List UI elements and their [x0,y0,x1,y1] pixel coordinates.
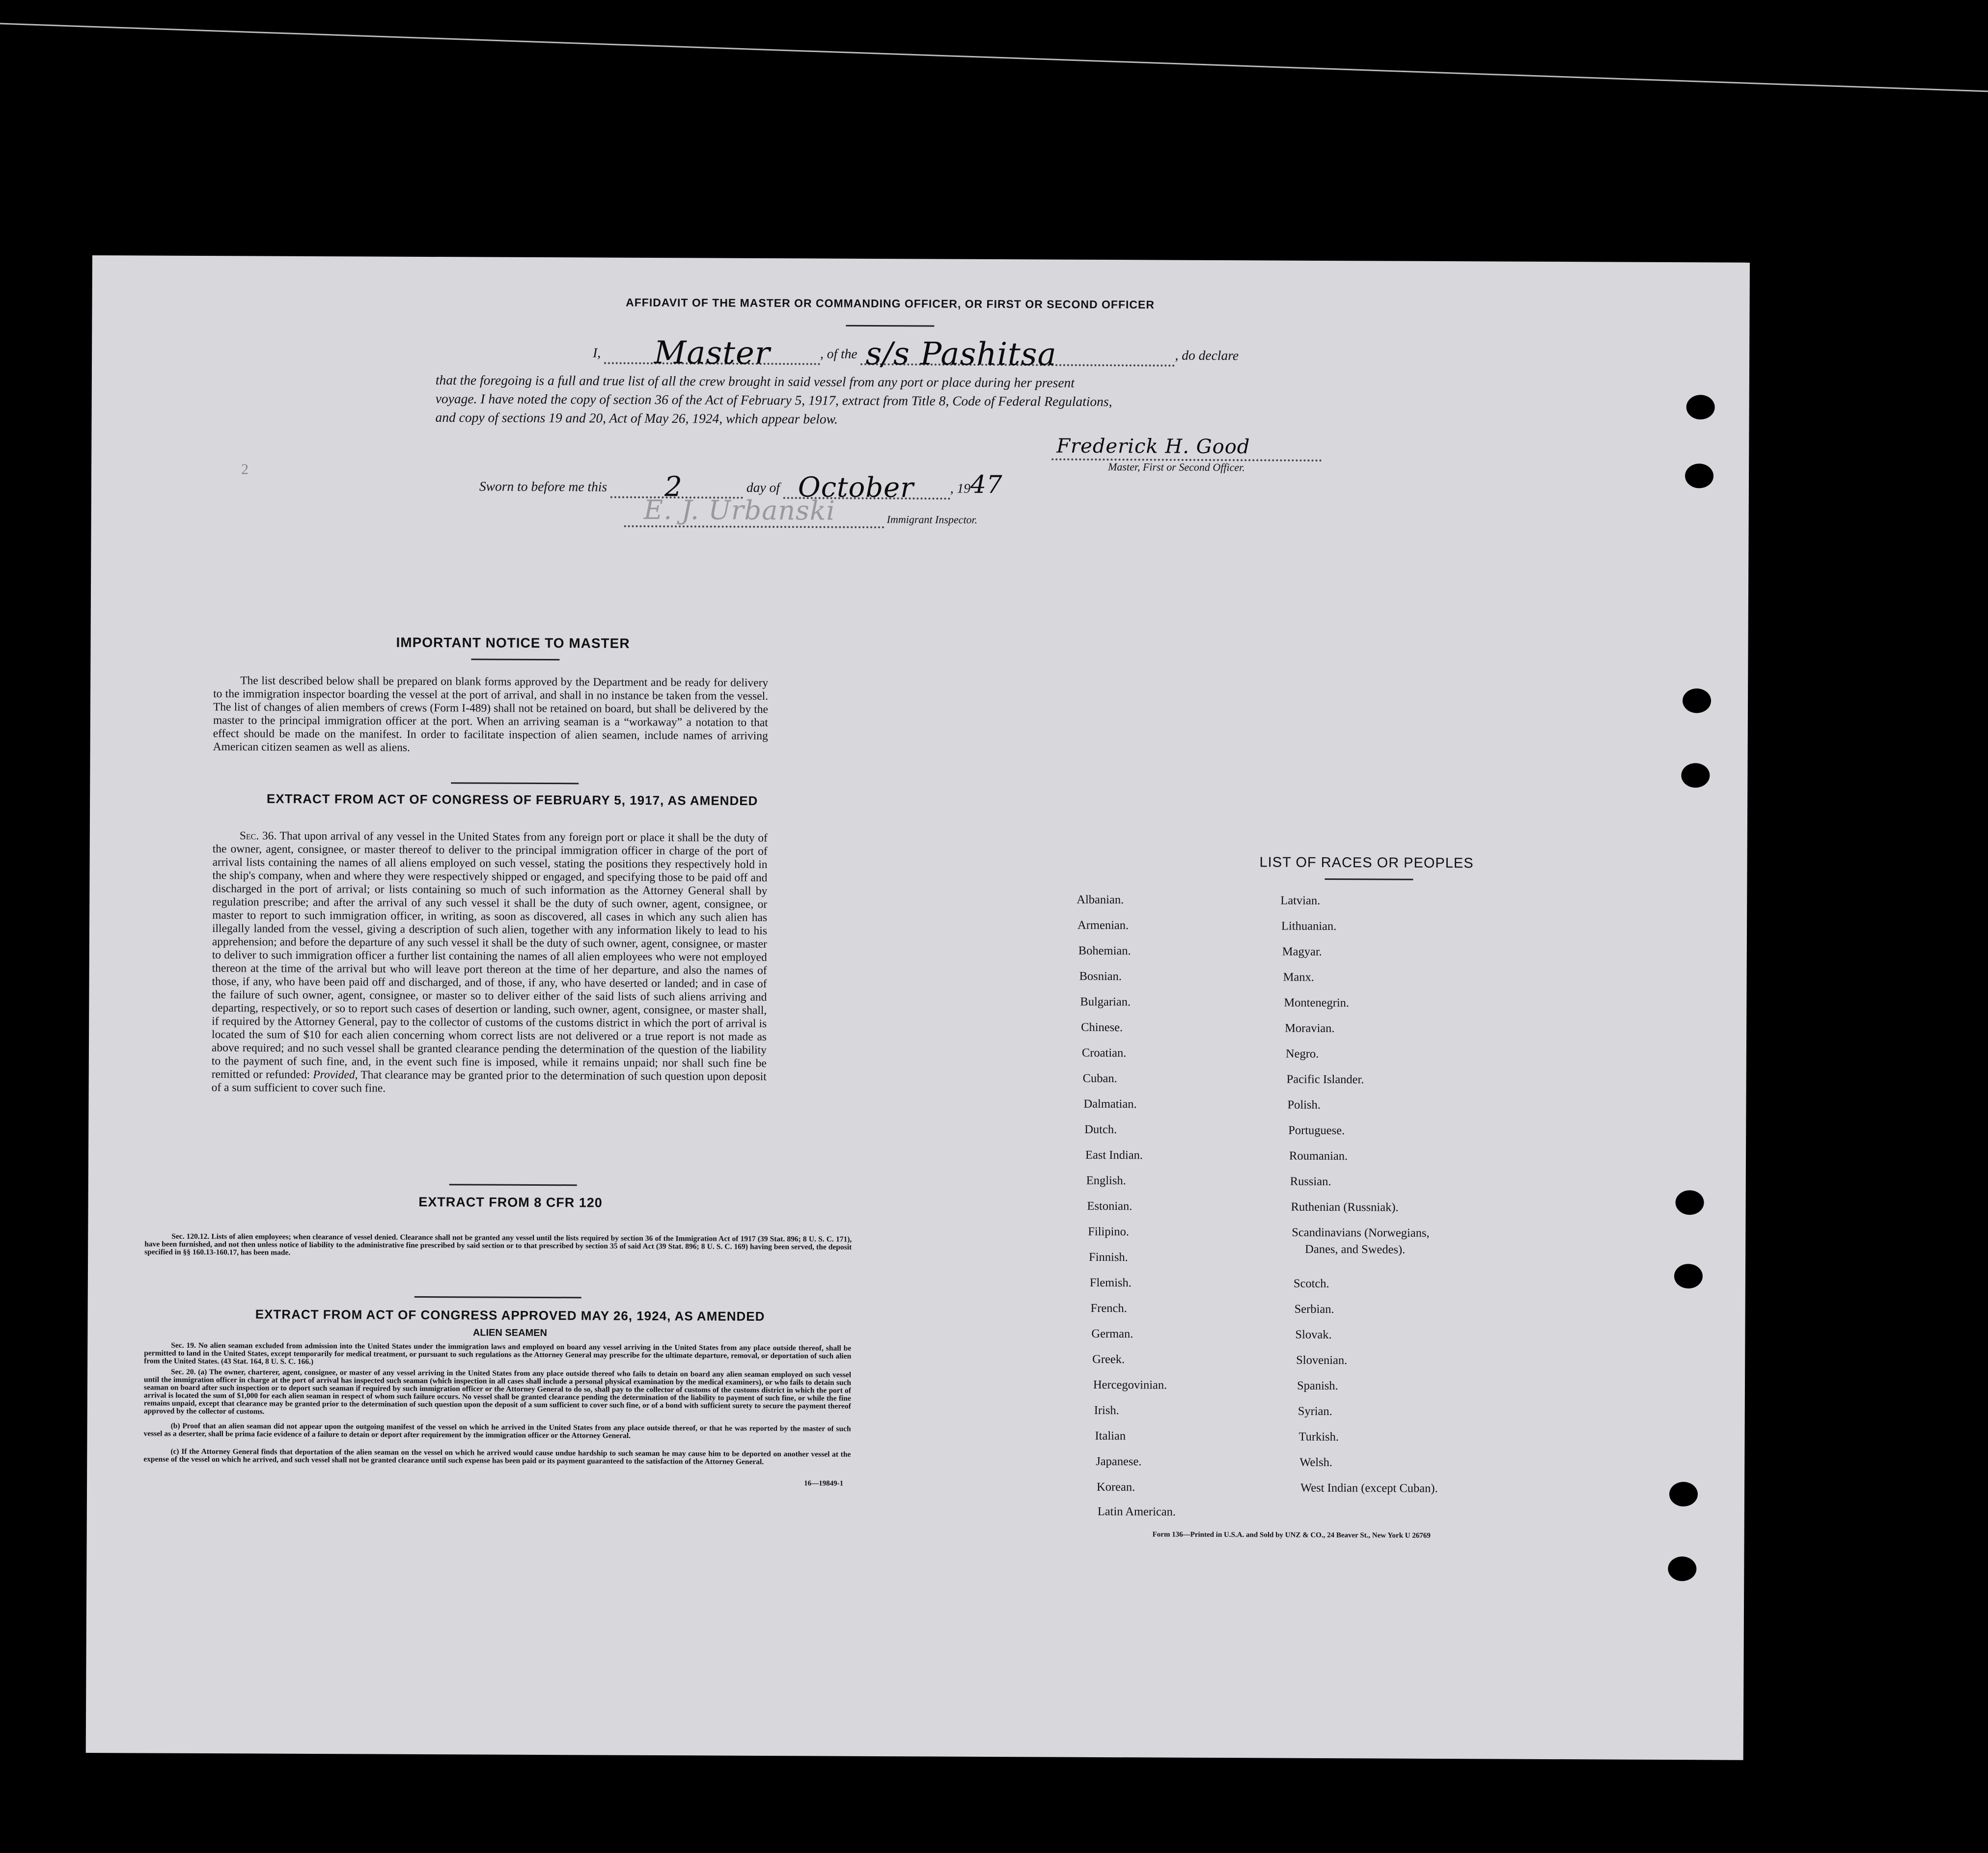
margin-mark: 2 [241,461,249,478]
race-left-9: Dalmatian. [1083,1097,1137,1111]
race-left-18: German. [1091,1327,1133,1341]
extract-1924-subtitle: ALIEN SEAMEN [472,1327,548,1339]
year-handwriting: 47 [970,470,1003,499]
race-right-12: Russian. [1290,1174,1331,1189]
extract-1917-divider [449,1184,577,1186]
race-left-6: Chinese. [1081,1020,1123,1035]
sec-36-label: Sec. 36. [239,829,277,843]
day-handwriting: 2 [664,471,683,503]
race-right-10: Portuguese. [1288,1123,1345,1138]
extract-cfr-divider [414,1296,581,1298]
punch-hole [1686,395,1715,419]
race-right-7: Negro. [1285,1047,1319,1061]
race-right-22: Turkish. [1298,1430,1339,1444]
master-label: Master, First or Second Officer. [1108,461,1245,474]
race-right-16: Scotch. [1293,1277,1329,1291]
race-right-14: Scandinavians (Norwegians, [1292,1226,1430,1240]
race-right-21: Syrian. [1298,1404,1332,1418]
notice-text: The list described below shall be prepared on blank forms approved by the Department and be ready for delivery to the immigration inspector boarding the vessel at the port of arrival, and shall in no instance be taken from the vessel. The list of changes of alien members of crews (Form I-489) shall not be retained on board, but shall be delivered by the master to the principal immigration officer at the port. When an arriving seaman is a “workaway” a notation to that effect should be made on the manifest. In order to facilitate inspection of alien seamen, include names of arriving American citizen seamen as well as aliens. [213,674,769,754]
race-right-18: Slovak. [1295,1328,1332,1342]
race-left-23: Japanese. [1096,1454,1142,1469]
race-left-19: Greek. [1092,1352,1125,1366]
race-left-7: Croatian. [1081,1046,1127,1060]
notice-rule [471,658,559,660]
inspector-handwriting: E. J. Urbanski [643,494,835,526]
race-right-5: Montenegrin. [1284,996,1350,1010]
race-right-11: Roumanian. [1289,1149,1348,1163]
race-left-17: French. [1090,1301,1127,1315]
punch-hole [1681,763,1710,788]
race-right-23: Welsh. [1299,1455,1333,1470]
race-left-3: Bohemian. [1078,944,1131,958]
day-of-label: day of [746,479,780,495]
race-left-20: Hercegovinian. [1093,1378,1167,1392]
race-left-25: Latin American. [1097,1504,1176,1519]
extract-1917-text [212,829,768,1097]
punch-hole [1676,1190,1704,1215]
form-code: 16—19849-1 [804,1479,844,1488]
extract-1917-title: EXTRACT FROM ACT OF CONGRESS OF FEBRUARY 5, 1917, AS AMENDED [266,791,758,808]
race-right-13: Ruthenian (Russniak). [1291,1200,1399,1214]
affidavit-line3: voyage. I have noted the copy of section 36 of the Act of February 5, 1917, extract from Title 8, Code of Federal Regulations, [435,391,1112,409]
race-right-24: West Indian (except Cuban). [1300,1481,1438,1495]
of-the-label: of the [827,346,857,361]
race-left-22: Italian [1095,1429,1126,1443]
race-right-6: Moravian. [1285,1021,1335,1036]
race-right-3: Magyar. [1282,945,1322,958]
extract-1924-title: EXTRACT FROM ACT OF CONGRESS APPROVED MAY 26, 1924, AS AMENDED [255,1307,765,1324]
punch-hole [1668,1556,1696,1581]
declare-label: do declare [1182,347,1239,363]
sec-20b-text: (b) Proof that an alien seaman did not appear upon the outgoing manifest of the vessel on which he arrived in the United States from any place outside thereof, or that he was reported by the master of such vessel as a deserter, shall be prima facie evidence of a failure to detain or deport after requirement by the immigration officer or the Attorney General. [143,1421,851,1440]
race-left-16: Flemish. [1089,1276,1132,1290]
sec-20c-text: (c) If the Attorney General finds that deportation of the alien seaman on the vessel on which he arrived would cause undue hardship to such seaman he may cause him to be deported on another vessel at the expense of the vessel on which he arrived, and such vessel shall not be granted clearance until such expense has been paid or its payment guaranteed to the satisfaction of the Attorney General. [143,1447,851,1466]
i-label: I, [593,345,601,360]
extract-cfr-title: EXTRACT FROM 8 CFR 120 [418,1194,603,1210]
sworn-label: Sworn to before me this [479,478,607,494]
provided-word: Provided, [313,1068,358,1082]
race-right-19: Slovenian. [1296,1353,1348,1367]
race-right-20: Spanish. [1297,1379,1338,1393]
sec-20a-text: Sec. 20. (a) The owner, charterer, agent, consignee, or master of any vessel arriving in the United States from any place outside thereof who fails to detain on board any alien seaman employed on such vessel until the immigration officer in charge at the port of arrival has inspected such seaman (which inspection in all cases shall include a personal physical examination by the medical examiners), or who fails to detain such seaman on board after such inspection or to deport such seaman if required by such immigration officer or the Attorney General to do so, shall pay to the collector of customs of the customs district in which the port of arrival is located the sum of $1,000 for each alien seaman in respect of whom such failure occurs. No vessel shall be granted clearance pending the determination of the liability to payment of such fine, or while the fine remains unpaid, except that clearance may be granted prior to the determination of such question upon the deposit of a sum sufficient to cover such fine, or of a bond with sufficient surety to secure the payment thereof approved by the collector of customs. [143,1367,852,1416]
sec-36-tail: That clearance may be granted prior to the determination of such question upon deposit of a sum sufficient to cover such fine. [211,1068,767,1095]
printer-footer: Form 136—Printed in U.S.A. and Sold by UNZ & CO., 24 Beaver St., New York U 26769 [1152,1530,1431,1540]
name-field [604,334,820,372]
punch-hole [1674,1264,1703,1288]
affidavit-line4: and copy of sections 19 and 20, Act of May 26, 1924, which appear below. [435,409,838,427]
race-left-4: Bosnian. [1079,969,1122,983]
race-right-15: Danes, and Swedes). [1305,1242,1406,1256]
signature-field [1051,434,1322,462]
race-right-17: Serbian. [1294,1302,1334,1316]
inspector-label: Immigrant Inspector. [886,513,978,526]
races-title: LIST OF RACES OR PEOPLES [1259,854,1474,872]
race-right-8: Pacific Islander. [1286,1072,1364,1087]
race-left-14: Filipino. [1088,1225,1130,1239]
name-handwriting: Master [654,334,771,372]
sec-19-text: Sec. 19. No alien seaman excluded from admission into the United States under the immigration laws and employed on board any vessel arriving in the United States from any place outside thereof, shall be permitted to land in the United States, except temporarily for medical treatment, or pursuant to such regulations as the Attorney General may prescribe for the ultimate departure, removal, or deportation of such alien from the United States. (43 Stat. 164, 8 U. S. C. 166.) [144,1341,852,1366]
race-left-11: East Indian. [1085,1148,1143,1162]
sworn-line [479,470,1216,504]
race-right-2: Lithuanian. [1281,919,1337,933]
race-left-10: Dutch. [1084,1122,1117,1137]
affidavit-line1: I, Master , of the s/s Pashitsa , do declare [593,334,1239,373]
race-left-13: Estonian. [1087,1199,1132,1213]
heading-rule [846,325,934,327]
document-page [86,255,1750,1760]
race-left-12: English. [1086,1173,1126,1188]
races-rule [1325,878,1413,880]
race-right-1: Latvian. [1280,894,1321,907]
punch-hole [1683,688,1711,713]
scan-edge-line [0,0,1988,98]
year-prefix: , 19 [950,480,971,496]
race-right-9: Polish. [1287,1098,1321,1112]
punch-hole [1669,1482,1698,1506]
race-left-8: Cuban. [1082,1071,1117,1086]
race-left-5: Bulgarian. [1080,995,1131,1009]
punch-hole [1685,463,1713,488]
extract-cfr-text: Sec. 120.12. Lists of alien employees; when clearance of vessel denied. Clearance shall not be granted any vessel until the lists required by section 36 of the Immigration Act of 1917 (39 Stat. 896; 8 U. S. C. 171), have been furnished, and not then unless notice of liability to the administrative fine prescribed by said section or to that prescribed by section 35 of said Act (39 Stat. 896; 8 U. S. C. 169) having been served, the deposit specified in §§ 160.13-160.17, has been made. [144,1232,852,1257]
sec-36-body: That upon arrival of any vessel in the United States from any foreign port or place it shall be the duty of the owner, agent, consignee, or master thereof to deliver to the principal immigration officer in charge of the port of arrival lists containing the names of all aliens employed on such vessel, stating the positions they respectively hold in the ship's company, when and where they were respectively shipped or engaged, and specifying those to be paid off and discharged in the port of arrival; or lists containing so much of such information as the Attorney General shall by regulation prescribe; and after the arrival of any such vessel it shall be the duty of such owner, agent, consignee, or master to report to such immigration officer, in writing, as soon as discovered, all cases in which any such alien has illegally landed from the vessel, giving a description of such alien, together with any information likely to lead to his apprehension; and before the departure of any such vessel it shall be the duty of such owner, agent, consignee, or master to deliver to such immigration officer a further list containing the names of all alien employees who were not employed thereon at the time of the arrival but who will leave port thereon at the time of her departure, and also the names of those, if any, who have been paid off and discharged, and of those, if any, who have deserted or landed; and in case of the failure of such owner, agent, consignee, or master so to deliver either of the said lists of such aliens arriving and departing, respectively, or so to report such cases of desertion or landing, such owner, agent, consignee, or master shall, if required by the Attorney General, pay to the collector of customs of the customs district in which the port of arrival is located the sum of $10 for each alien concerning whom correct lists are not delivered or a true report is not made as above required; and no such vessel shall be granted clearance pending the determination of the question of the liability to the payment of such fine, and, in the event such fine is imposed, while it remains unpaid; nor shall such fine be remitted or refunded: [211,829,768,1081]
vessel-field [860,335,1175,373]
notice-divider [451,782,579,784]
race-left-1: Albanian. [1077,893,1124,907]
affidavit-heading: AFFIDAVIT OF THE MASTER OR COMMANDING OFFICER, OR FIRST OR SECOND OFFICER [626,296,1155,311]
signature-handwriting: Frederick H. Good [1056,435,1250,459]
inspector-field [624,494,884,528]
race-left-15: Finnish. [1089,1250,1128,1264]
race-right-4: Manx. [1283,970,1314,984]
vessel-handwriting: s/s Pashitsa [865,335,1057,373]
race-left-21: Irish. [1094,1403,1119,1417]
notice-title: IMPORTANT NOTICE TO MASTER [396,634,630,651]
race-left-24: Korean. [1097,1480,1135,1494]
race-left-2: Armenian. [1077,918,1129,932]
affidavit-line2: that the foregoing is a full and true list of all the crew brought in said vessel from any port or place during her present [435,372,1075,390]
month-handwriting: October [798,471,914,504]
